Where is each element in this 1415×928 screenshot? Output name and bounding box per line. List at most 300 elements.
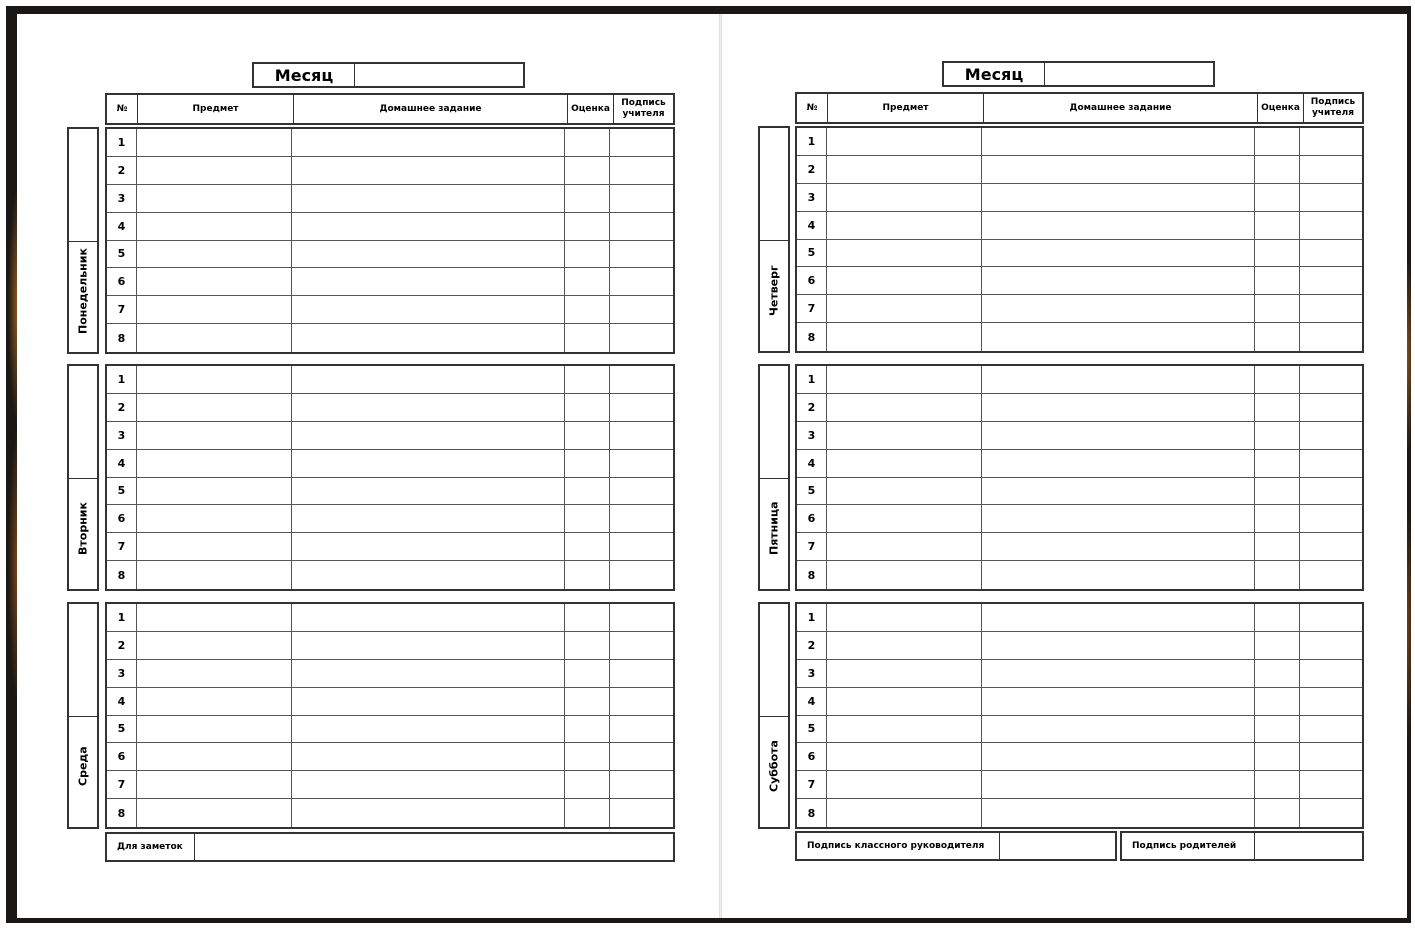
homework-cell[interactable]: [292, 505, 565, 532]
month-label: Месяц: [254, 64, 355, 86]
signature-cell[interactable]: [610, 296, 673, 323]
table-row: [107, 213, 673, 241]
homework-cell[interactable]: [292, 632, 565, 659]
grade-cell[interactable]: [1255, 561, 1300, 589]
signature-cell[interactable]: [1300, 128, 1362, 155]
signature-cell[interactable]: [610, 185, 673, 212]
lesson-number: 1: [107, 129, 137, 156]
signature-cell[interactable]: [610, 799, 673, 827]
month-input[interactable]: [355, 64, 523, 86]
signature-cell[interactable]: [610, 324, 673, 352]
homework-cell[interactable]: [292, 366, 565, 393]
lesson-number: 4: [797, 688, 827, 715]
col-num-header: №: [107, 95, 138, 123]
homework-cell[interactable]: [982, 184, 1255, 211]
signature-cell[interactable]: [1300, 505, 1362, 532]
table-row: [797, 771, 1362, 799]
homework-cell[interactable]: [982, 128, 1255, 155]
subject-cell[interactable]: [827, 799, 982, 827]
table-row: [797, 184, 1362, 212]
subject-cell[interactable]: [827, 632, 982, 659]
table-row: [107, 394, 673, 422]
table-row: [107, 604, 673, 632]
signature-cell[interactable]: [1300, 533, 1362, 560]
signature-cell[interactable]: [1300, 561, 1362, 589]
homework-cell[interactable]: [982, 240, 1255, 267]
signature-cell[interactable]: [1300, 366, 1362, 393]
signature-cell[interactable]: [610, 771, 673, 798]
day-table-wednesday: [105, 602, 675, 829]
lesson-number: 6: [797, 267, 827, 294]
subject-cell[interactable]: [827, 561, 982, 589]
subject-cell[interactable]: [827, 716, 982, 743]
day-label-wednesday: [67, 602, 99, 829]
signature-cell[interactable]: [610, 561, 673, 589]
lesson-number: 2: [107, 394, 137, 421]
subject-cell[interactable]: [827, 267, 982, 294]
signature-cell[interactable]: [1300, 604, 1362, 631]
homework-cell[interactable]: [982, 505, 1255, 532]
col-grade-header: Оценка: [1258, 94, 1304, 122]
grade-cell[interactable]: [1255, 688, 1300, 715]
lesson-number: 1: [797, 604, 827, 631]
signature-cell[interactable]: [1300, 184, 1362, 211]
homework-cell[interactable]: [292, 422, 565, 449]
lesson-number: 1: [107, 604, 137, 631]
class-teacher-signature-field[interactable]: [795, 831, 1117, 861]
grade-cell[interactable]: [565, 799, 610, 827]
homework-cell[interactable]: [982, 156, 1255, 183]
signature-cell[interactable]: [1300, 450, 1362, 477]
signature-cell[interactable]: [610, 533, 673, 560]
grade-cell[interactable]: [1255, 394, 1300, 421]
lesson-number: 2: [797, 632, 827, 659]
grade-cell[interactable]: [1255, 323, 1300, 351]
lesson-number: 8: [107, 324, 137, 352]
table-row: [797, 212, 1362, 240]
homework-cell[interactable]: [982, 212, 1255, 239]
table-row: [797, 604, 1362, 632]
homework-cell[interactable]: [982, 688, 1255, 715]
signature-cell[interactable]: [610, 478, 673, 505]
lesson-number: 4: [107, 213, 137, 240]
table-row: [107, 660, 673, 688]
homework-cell[interactable]: [982, 295, 1255, 322]
subject-cell[interactable]: [137, 688, 292, 715]
grade-cell[interactable]: [1255, 450, 1300, 477]
lesson-number: 4: [797, 212, 827, 239]
table-row: [107, 366, 673, 394]
subject-cell[interactable]: [827, 184, 982, 211]
grade-cell[interactable]: [1255, 295, 1300, 322]
grade-cell[interactable]: [1255, 212, 1300, 239]
subject-cell[interactable]: [827, 505, 982, 532]
signature-cell[interactable]: [1300, 478, 1362, 505]
lesson-number: 7: [107, 296, 137, 323]
grade-cell[interactable]: [1255, 478, 1300, 505]
lesson-number: 8: [797, 323, 827, 351]
signature-cell[interactable]: [610, 157, 673, 184]
lesson-number: 8: [107, 561, 137, 589]
day-label-thursday: [758, 126, 790, 353]
subject-cell[interactable]: [827, 688, 982, 715]
subject-cell[interactable]: [137, 241, 292, 268]
lesson-number: 8: [797, 561, 827, 589]
grade-cell[interactable]: [565, 771, 610, 798]
lesson-number: 2: [797, 394, 827, 421]
subject-cell[interactable]: [137, 157, 292, 184]
table-row: [797, 533, 1362, 561]
subject-cell[interactable]: [137, 394, 292, 421]
grade-cell[interactable]: [1255, 156, 1300, 183]
homework-cell[interactable]: [982, 561, 1255, 589]
signature-cell[interactable]: [610, 241, 673, 268]
subject-cell[interactable]: [137, 185, 292, 212]
grade-cell[interactable]: [565, 296, 610, 323]
subject-cell[interactable]: [827, 212, 982, 239]
grade-cell[interactable]: [1255, 716, 1300, 743]
signature-cell[interactable]: [1300, 295, 1362, 322]
signature-cell[interactable]: [1300, 799, 1362, 827]
homework-cell[interactable]: [982, 422, 1255, 449]
table-row: [797, 688, 1362, 716]
table-row: [797, 366, 1362, 394]
homework-cell[interactable]: [982, 660, 1255, 687]
col-num-header: №: [797, 94, 828, 122]
homework-cell[interactable]: [292, 561, 565, 589]
signature-cell[interactable]: [1300, 688, 1362, 715]
subject-cell[interactable]: [827, 128, 982, 155]
homework-cell[interactable]: [292, 394, 565, 421]
subject-cell[interactable]: [827, 394, 982, 421]
lesson-number: 3: [107, 660, 137, 687]
grade-cell[interactable]: [1255, 128, 1300, 155]
month-input[interactable]: [1045, 63, 1213, 85]
subject-cell[interactable]: [827, 422, 982, 449]
grade-cell[interactable]: [1255, 240, 1300, 267]
signature-cell[interactable]: [610, 450, 673, 477]
signature-cell[interactable]: [610, 743, 673, 770]
homework-cell[interactable]: [292, 799, 565, 827]
lesson-number: 5: [797, 240, 827, 267]
grade-cell[interactable]: [565, 478, 610, 505]
day-label-friday: [758, 364, 790, 591]
grade-cell[interactable]: [1255, 505, 1300, 532]
table-header-right: [795, 92, 1364, 124]
month-label: Месяц: [944, 63, 1045, 85]
parents-signature-input[interactable]: [1255, 833, 1362, 859]
day-table-saturday: [795, 602, 1364, 829]
homework-cell[interactable]: [982, 743, 1255, 770]
lesson-number: 2: [797, 156, 827, 183]
homework-cell[interactable]: [982, 394, 1255, 421]
subject-cell[interactable]: [137, 533, 292, 560]
subject-cell[interactable]: [137, 324, 292, 352]
day-table-monday: [105, 127, 675, 354]
homework-cell[interactable]: [292, 213, 565, 240]
subject-cell[interactable]: [827, 743, 982, 770]
lesson-number: 2: [107, 157, 137, 184]
homework-cell[interactable]: [292, 743, 565, 770]
col-subject-header: Предмет: [138, 95, 294, 123]
homework-cell[interactable]: [292, 604, 565, 631]
grade-cell[interactable]: [1255, 743, 1300, 770]
notes-input[interactable]: [195, 834, 673, 860]
day-name: Вторник: [76, 502, 90, 555]
grade-cell[interactable]: [565, 213, 610, 240]
signature-cell[interactable]: [1300, 422, 1362, 449]
table-row: [107, 799, 673, 827]
homework-cell[interactable]: [292, 450, 565, 477]
signature-cell[interactable]: [610, 688, 673, 715]
signature-cell[interactable]: [1300, 394, 1362, 421]
lesson-number: 5: [797, 716, 827, 743]
subject-cell[interactable]: [137, 632, 292, 659]
grade-cell[interactable]: [1255, 604, 1300, 631]
grade-cell[interactable]: [565, 394, 610, 421]
homework-cell[interactable]: [982, 366, 1255, 393]
subject-cell[interactable]: [137, 505, 292, 532]
homework-cell[interactable]: [982, 771, 1255, 798]
homework-cell[interactable]: [982, 267, 1255, 294]
day-name: Четверг: [767, 265, 781, 316]
subject-cell[interactable]: [137, 129, 292, 156]
homework-cell[interactable]: [982, 716, 1255, 743]
table-row: [107, 268, 673, 296]
grade-cell[interactable]: [565, 743, 610, 770]
signature-cell[interactable]: [610, 505, 673, 532]
month-field-right[interactable]: [942, 61, 1215, 87]
grade-cell[interactable]: [565, 129, 610, 156]
table-row: [107, 478, 673, 506]
homework-cell[interactable]: [292, 241, 565, 268]
homework-cell[interactable]: [292, 268, 565, 295]
lesson-number: 1: [797, 366, 827, 393]
grade-cell[interactable]: [565, 366, 610, 393]
homework-cell[interactable]: [982, 450, 1255, 477]
table-row: [107, 632, 673, 660]
homework-cell[interactable]: [292, 157, 565, 184]
grade-cell[interactable]: [1255, 366, 1300, 393]
grade-cell[interactable]: [1255, 799, 1300, 827]
table-row: [797, 450, 1362, 478]
table-row: [107, 771, 673, 799]
subject-cell[interactable]: [137, 296, 292, 323]
signature-cell[interactable]: [610, 604, 673, 631]
lesson-number: 6: [107, 505, 137, 532]
lesson-number: 3: [797, 422, 827, 449]
signature-cell[interactable]: [1300, 660, 1362, 687]
table-row: [797, 156, 1362, 184]
table-row: [797, 743, 1362, 771]
lesson-number: 8: [107, 799, 137, 827]
homework-cell[interactable]: [982, 323, 1255, 351]
lesson-number: 7: [107, 771, 137, 798]
subject-cell[interactable]: [827, 604, 982, 631]
grade-cell[interactable]: [565, 324, 610, 352]
lesson-number: 5: [797, 478, 827, 505]
col-grade-header: Оценка: [568, 95, 614, 123]
table-row: [107, 688, 673, 716]
table-row: [797, 295, 1362, 323]
grade-cell[interactable]: [1255, 771, 1300, 798]
table-row: [797, 660, 1362, 688]
subject-cell[interactable]: [137, 478, 292, 505]
class-teacher-signature-input[interactable]: [1000, 833, 1115, 859]
homework-cell[interactable]: [292, 660, 565, 687]
grade-cell[interactable]: [565, 561, 610, 589]
grade-cell[interactable]: [1255, 533, 1300, 560]
lesson-number: 4: [107, 450, 137, 477]
grade-cell[interactable]: [565, 505, 610, 532]
subject-cell[interactable]: [827, 366, 982, 393]
lesson-number: 6: [797, 505, 827, 532]
subject-cell[interactable]: [827, 771, 982, 798]
grade-cell[interactable]: [565, 268, 610, 295]
table-row: [797, 422, 1362, 450]
lesson-number: 7: [797, 533, 827, 560]
parents-signature-label: Подпись родителей: [1122, 833, 1255, 859]
col-homework-header: Домашнее задание: [294, 95, 568, 123]
grade-cell[interactable]: [565, 241, 610, 268]
grade-cell[interactable]: [1255, 632, 1300, 659]
table-row: [797, 505, 1362, 533]
grade-cell[interactable]: [565, 632, 610, 659]
signature-cell[interactable]: [610, 660, 673, 687]
table-row: [107, 450, 673, 478]
lesson-number: 1: [797, 128, 827, 155]
signature-cell[interactable]: [1300, 212, 1362, 239]
subject-cell[interactable]: [827, 240, 982, 267]
signature-cell[interactable]: [610, 716, 673, 743]
signature-cell[interactable]: [1300, 632, 1362, 659]
table-row: [797, 716, 1362, 744]
subject-cell[interactable]: [137, 213, 292, 240]
signature-cell[interactable]: [610, 268, 673, 295]
lesson-number: 6: [797, 743, 827, 770]
homework-cell[interactable]: [982, 478, 1255, 505]
signature-cell[interactable]: [1300, 743, 1362, 770]
month-field-left[interactable]: [252, 62, 525, 88]
signature-cell[interactable]: [1300, 267, 1362, 294]
subject-cell[interactable]: [137, 366, 292, 393]
subject-cell[interactable]: [827, 533, 982, 560]
signature-cell[interactable]: [1300, 240, 1362, 267]
table-row: [107, 561, 673, 589]
signature-cell[interactable]: [1300, 771, 1362, 798]
notes-field[interactable]: [105, 832, 675, 862]
homework-cell[interactable]: [982, 604, 1255, 631]
signature-cell[interactable]: [1300, 323, 1362, 351]
subject-cell[interactable]: [827, 323, 982, 351]
grade-cell[interactable]: [565, 157, 610, 184]
grade-cell[interactable]: [1255, 184, 1300, 211]
table-row: [107, 324, 673, 352]
signature-cell[interactable]: [1300, 716, 1362, 743]
homework-cell[interactable]: [292, 478, 565, 505]
day-name: Пятница: [767, 501, 781, 556]
lesson-number: 7: [797, 771, 827, 798]
subject-cell[interactable]: [827, 156, 982, 183]
table-row: [797, 323, 1362, 351]
subject-cell[interactable]: [137, 604, 292, 631]
grade-cell[interactable]: [1255, 422, 1300, 449]
lesson-number: 4: [107, 688, 137, 715]
homework-cell[interactable]: [292, 688, 565, 715]
lesson-number: 5: [107, 716, 137, 743]
subject-cell[interactable]: [137, 561, 292, 589]
grade-cell[interactable]: [565, 422, 610, 449]
table-row: [797, 394, 1362, 422]
signature-cell[interactable]: [610, 422, 673, 449]
grade-cell[interactable]: [565, 716, 610, 743]
grade-cell[interactable]: [1255, 660, 1300, 687]
subject-cell[interactable]: [137, 268, 292, 295]
day-label-saturday: [758, 602, 790, 829]
signature-cell[interactable]: [610, 366, 673, 393]
grade-cell[interactable]: [565, 604, 610, 631]
homework-cell[interactable]: [982, 632, 1255, 659]
subject-cell[interactable]: [137, 743, 292, 770]
lesson-number: 7: [107, 533, 137, 560]
day-table-tuesday: [105, 364, 675, 591]
table-row: [107, 716, 673, 744]
signature-cell[interactable]: [610, 213, 673, 240]
table-row: [797, 267, 1362, 295]
notes-label: Для заметок: [107, 834, 195, 860]
signature-cell[interactable]: [610, 129, 673, 156]
subject-cell[interactable]: [827, 295, 982, 322]
subject-cell[interactable]: [827, 478, 982, 505]
lesson-number: 3: [107, 185, 137, 212]
signature-cell[interactable]: [1300, 156, 1362, 183]
grade-cell[interactable]: [565, 185, 610, 212]
homework-cell[interactable]: [982, 533, 1255, 560]
subject-cell[interactable]: [137, 771, 292, 798]
lesson-number: 4: [797, 450, 827, 477]
lesson-number: 3: [107, 422, 137, 449]
subject-cell[interactable]: [137, 716, 292, 743]
grade-cell[interactable]: [565, 533, 610, 560]
homework-cell[interactable]: [292, 771, 565, 798]
homework-cell[interactable]: [292, 533, 565, 560]
grade-cell[interactable]: [1255, 267, 1300, 294]
homework-cell[interactable]: [292, 324, 565, 352]
signature-cell[interactable]: [610, 394, 673, 421]
book-gutter: [719, 14, 722, 918]
lesson-number: 3: [797, 184, 827, 211]
table-header-left: [105, 93, 675, 125]
homework-cell[interactable]: [292, 129, 565, 156]
homework-cell[interactable]: [292, 185, 565, 212]
table-row: [797, 799, 1362, 827]
grade-cell[interactable]: [565, 450, 610, 477]
signature-cell[interactable]: [610, 632, 673, 659]
homework-cell[interactable]: [292, 296, 565, 323]
day-name: Понедельник: [76, 248, 90, 335]
subject-cell[interactable]: [827, 660, 982, 687]
grade-cell[interactable]: [565, 688, 610, 715]
subject-cell[interactable]: [137, 799, 292, 827]
homework-cell[interactable]: [292, 716, 565, 743]
homework-cell[interactable]: [982, 799, 1255, 827]
subject-cell[interactable]: [137, 660, 292, 687]
grade-cell[interactable]: [565, 660, 610, 687]
subject-cell[interactable]: [137, 450, 292, 477]
subject-cell[interactable]: [827, 450, 982, 477]
parents-signature-field[interactable]: [1120, 831, 1364, 861]
subject-cell[interactable]: [137, 422, 292, 449]
